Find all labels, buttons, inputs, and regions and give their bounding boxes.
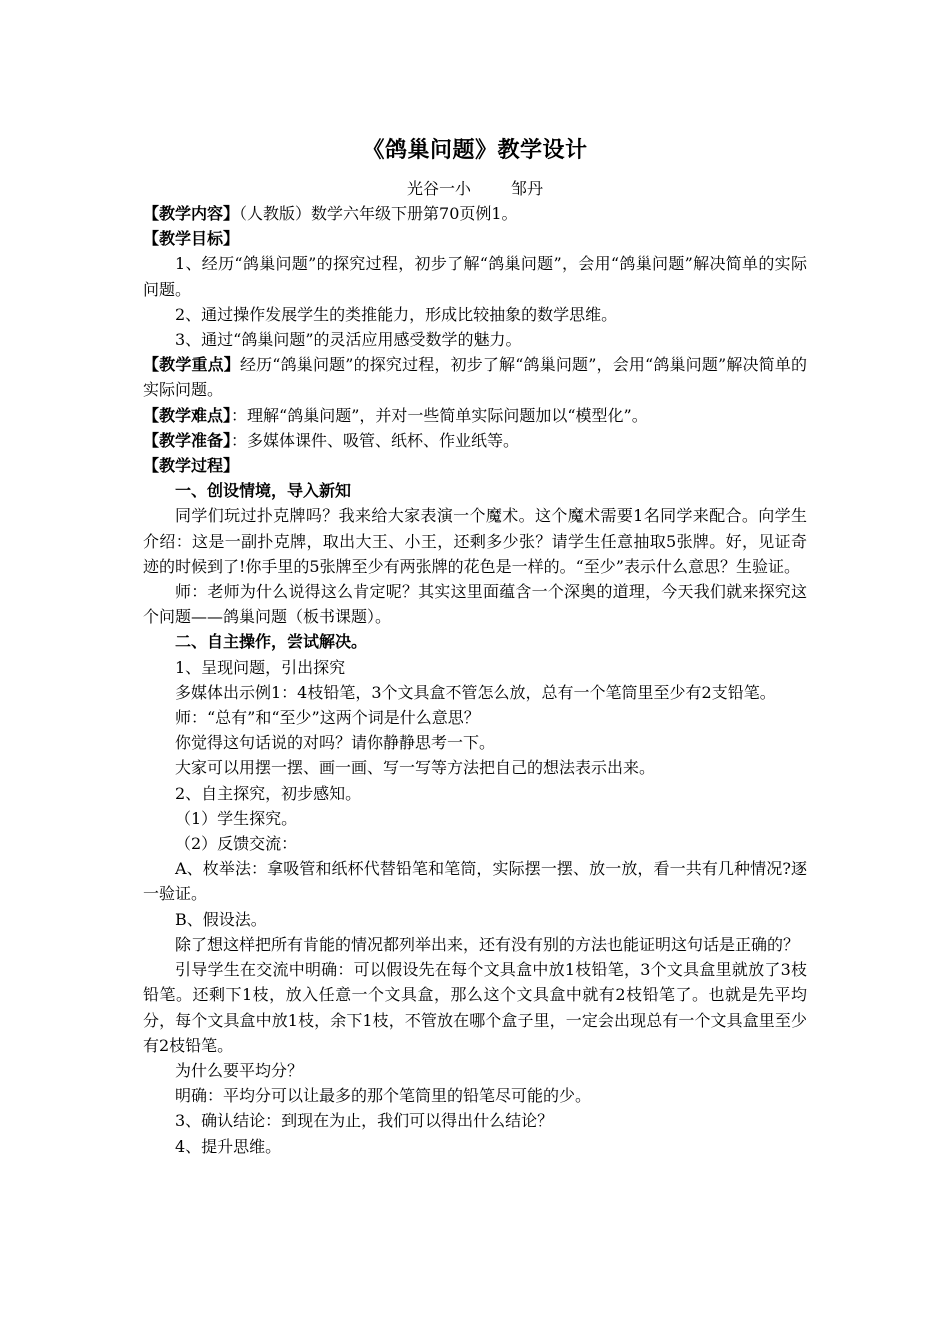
preparation-label: 【教学准备】 xyxy=(143,430,232,450)
teaching-content-label: 【教学内容】 xyxy=(143,204,240,223)
teaching-preparation xyxy=(143,428,807,453)
paragraph: 为什么要平均分？ xyxy=(175,1060,304,1080)
paragraph: 4、提升思维。 xyxy=(175,1136,282,1156)
paragraph: 师：“总有”和“至少”这两个词是什么意思？ xyxy=(175,708,480,728)
author-line xyxy=(143,176,807,201)
paragraph: 除了想这样把所有肯能的情况都列举出来，还有没有别的方法也能证明这句话是正确的？ xyxy=(175,934,800,954)
paragraph: A、枚举法：拿吸管和纸杯代替铅笔和笔筒，实际摆一摆、放一放，看一共有几种情况?逐一验证。 xyxy=(143,859,807,904)
objective-item: 1、经历“鸽巢问题”的探究过程，初步了解“鸽巢问题”，会用“鸽巢问题”解决简单的实际问题。 xyxy=(143,254,807,299)
section-heading: 二、自主操作，尝试解决。 xyxy=(175,632,368,652)
paragraph: 2、自主探究，初步感知。 xyxy=(175,783,362,803)
paragraph: 同学们玩过扑克牌吗？我来给大家表演一个魔术。这个魔术需要1名同学来配合。向学生介绍：这是一副扑克牌，取出大王、小王，还剩多少张？请学生任意抽取5张牌。好，见证奇迹的时候到了!你手里的5张牌至少有两张牌的花色是一样的。“至少”表示什么意思？生验证。 xyxy=(143,506,807,576)
paragraph: 引导学生在交流中明确：可以假设先在每个文具盒中放1枝铅笔，3个文具盒里就放了3枝铅笔。还剩下1枝，放入任意一个文具盒，那么这个文具盒中就有2枝铅笔了。也就是先平均分，每个文具盒中放1枝，余下1枝，不管放在哪个盒子里，一定会出现总有一个文具盒里至少有2枝铅笔。 xyxy=(143,960,807,1055)
teaching-content xyxy=(143,201,807,226)
section-heading: 一、创设情境，导入新知 xyxy=(175,481,352,501)
difficulties-text: ：理解“鸽巢问题”，并对一些简单实际问题加以“模型化”。 xyxy=(231,405,648,425)
paragraph: （1）学生探究。 xyxy=(175,808,298,828)
paragraph: （2）反馈交流： xyxy=(175,834,298,854)
paragraph: 1、呈现问题，引出探究 xyxy=(175,657,346,677)
author-school: 光谷一小 xyxy=(406,179,471,198)
paragraph: 明确：平均分可以让最多的那个笔筒里的铅笔尽可能的少。 xyxy=(175,1086,592,1106)
teaching-content-text: （人教版）数学六年级下册第70页例1。 xyxy=(239,204,518,223)
document-page xyxy=(143,132,807,1159)
teaching-key-points xyxy=(143,352,807,402)
paragraph: 多媒体出示例1：4枝铅笔，3个文具盒不管怎么放，总有一个笔筒里至少有2支铅笔。 xyxy=(175,682,776,702)
key-points-text: 经历“鸽巢问题”的探究过程，初步了解“鸽巢问题”，会用“鸽巢问题”解决简单的实际问题。 xyxy=(143,355,807,400)
teaching-difficulties xyxy=(143,403,807,428)
paragraph: 大家可以用摆一摆、画一画、写一写等方法把自己的想法表示出来。 xyxy=(175,758,656,778)
objective-item: 3、通过“鸽巢问题”的灵活应用感受数学的魅力。 xyxy=(175,330,522,350)
preparation-text: ：多媒体课件、吸管、纸杯、作业纸等。 xyxy=(231,430,520,450)
document-title: 《鸽巢问题》教学设计 xyxy=(362,137,588,163)
teaching-objectives-label: 【教学目标】 xyxy=(143,229,240,249)
paragraph: 师：老师为什么说得这么肯定呢？其实这里面蕴含一个深奥的道理，今天我们就来探究这个问题——鸽巢问题（板书课题）。 xyxy=(143,582,807,627)
objective-item: 2、通过操作发展学生的类推能力，形成比较抽象的数学思维。 xyxy=(175,304,618,324)
paragraph: B、假设法。 xyxy=(175,909,267,929)
paragraph: 3、确认结论：到现在为止，我们可以得出什么结论？ xyxy=(175,1111,554,1131)
author-name: 邹丹 xyxy=(511,179,544,198)
difficulties-label: 【教学难点】 xyxy=(143,405,232,425)
paragraph: 你觉得这句话说的对吗？请你静静思考一下。 xyxy=(175,733,496,753)
key-points-label: 【教学重点】 xyxy=(143,355,240,375)
teaching-process-label: 【教学过程】 xyxy=(143,456,240,476)
